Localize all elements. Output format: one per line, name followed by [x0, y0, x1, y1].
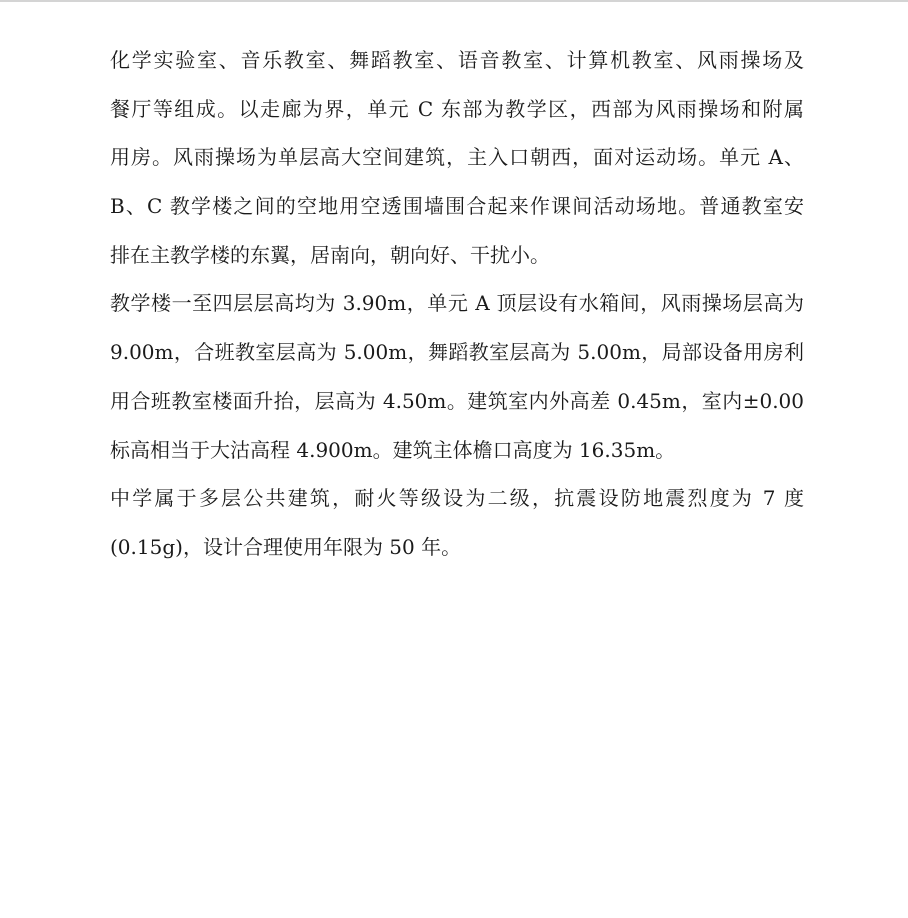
document-page	[110, 36, 804, 572]
text-line: 9.00m，合班教室层高为 5.00m，舞蹈教室层高为 5.00m，局部设备用房利	[110, 340, 804, 365]
text-line: 化学实验室、音乐教室、舞蹈教室、语音教室、计算机教室、风雨操场及	[110, 48, 804, 72]
top-border	[0, 0, 908, 2]
text-line: 餐厅等组成。以走廊为界，单元 C 东部为教学区，西部为风雨操场和附属	[110, 96, 804, 121]
text-line: B、C 教学楼之间的空地用空透围墙围合起来作课间活动场地。普通教室安	[110, 194, 804, 219]
text-line: 中学属于多层公共建筑，耐火等级设为二级，抗震设防地震烈度为 7 度	[110, 486, 804, 511]
text-line: 标高相当于大沽高程 4.900m。建筑主体檐口高度为 16.35m。	[110, 437, 676, 462]
text-line: 用合班教室楼面升抬，层高为 4.50m。建筑室内外高差 0.45m，室内±0.00	[110, 388, 804, 413]
paragraph-classrooms	[110, 36, 804, 279]
text-line: 用房。风雨操场为单层高大空间建筑，主入口朝西，面对运动场。单元 A、	[110, 145, 804, 170]
paragraph-floor-heights	[110, 279, 804, 474]
paragraph-fire-seismic	[110, 474, 804, 571]
text-line: 排在主教学楼的东翼，居南向，朝向好、干扰小。	[110, 242, 550, 267]
text-line: 教学楼一至四层层高均为 3.90m，单元 A 顶层设有水箱间，风雨操场层高为	[110, 291, 804, 316]
text-line: (0.15g)，设计合理使用年限为 50 年。	[110, 534, 462, 559]
